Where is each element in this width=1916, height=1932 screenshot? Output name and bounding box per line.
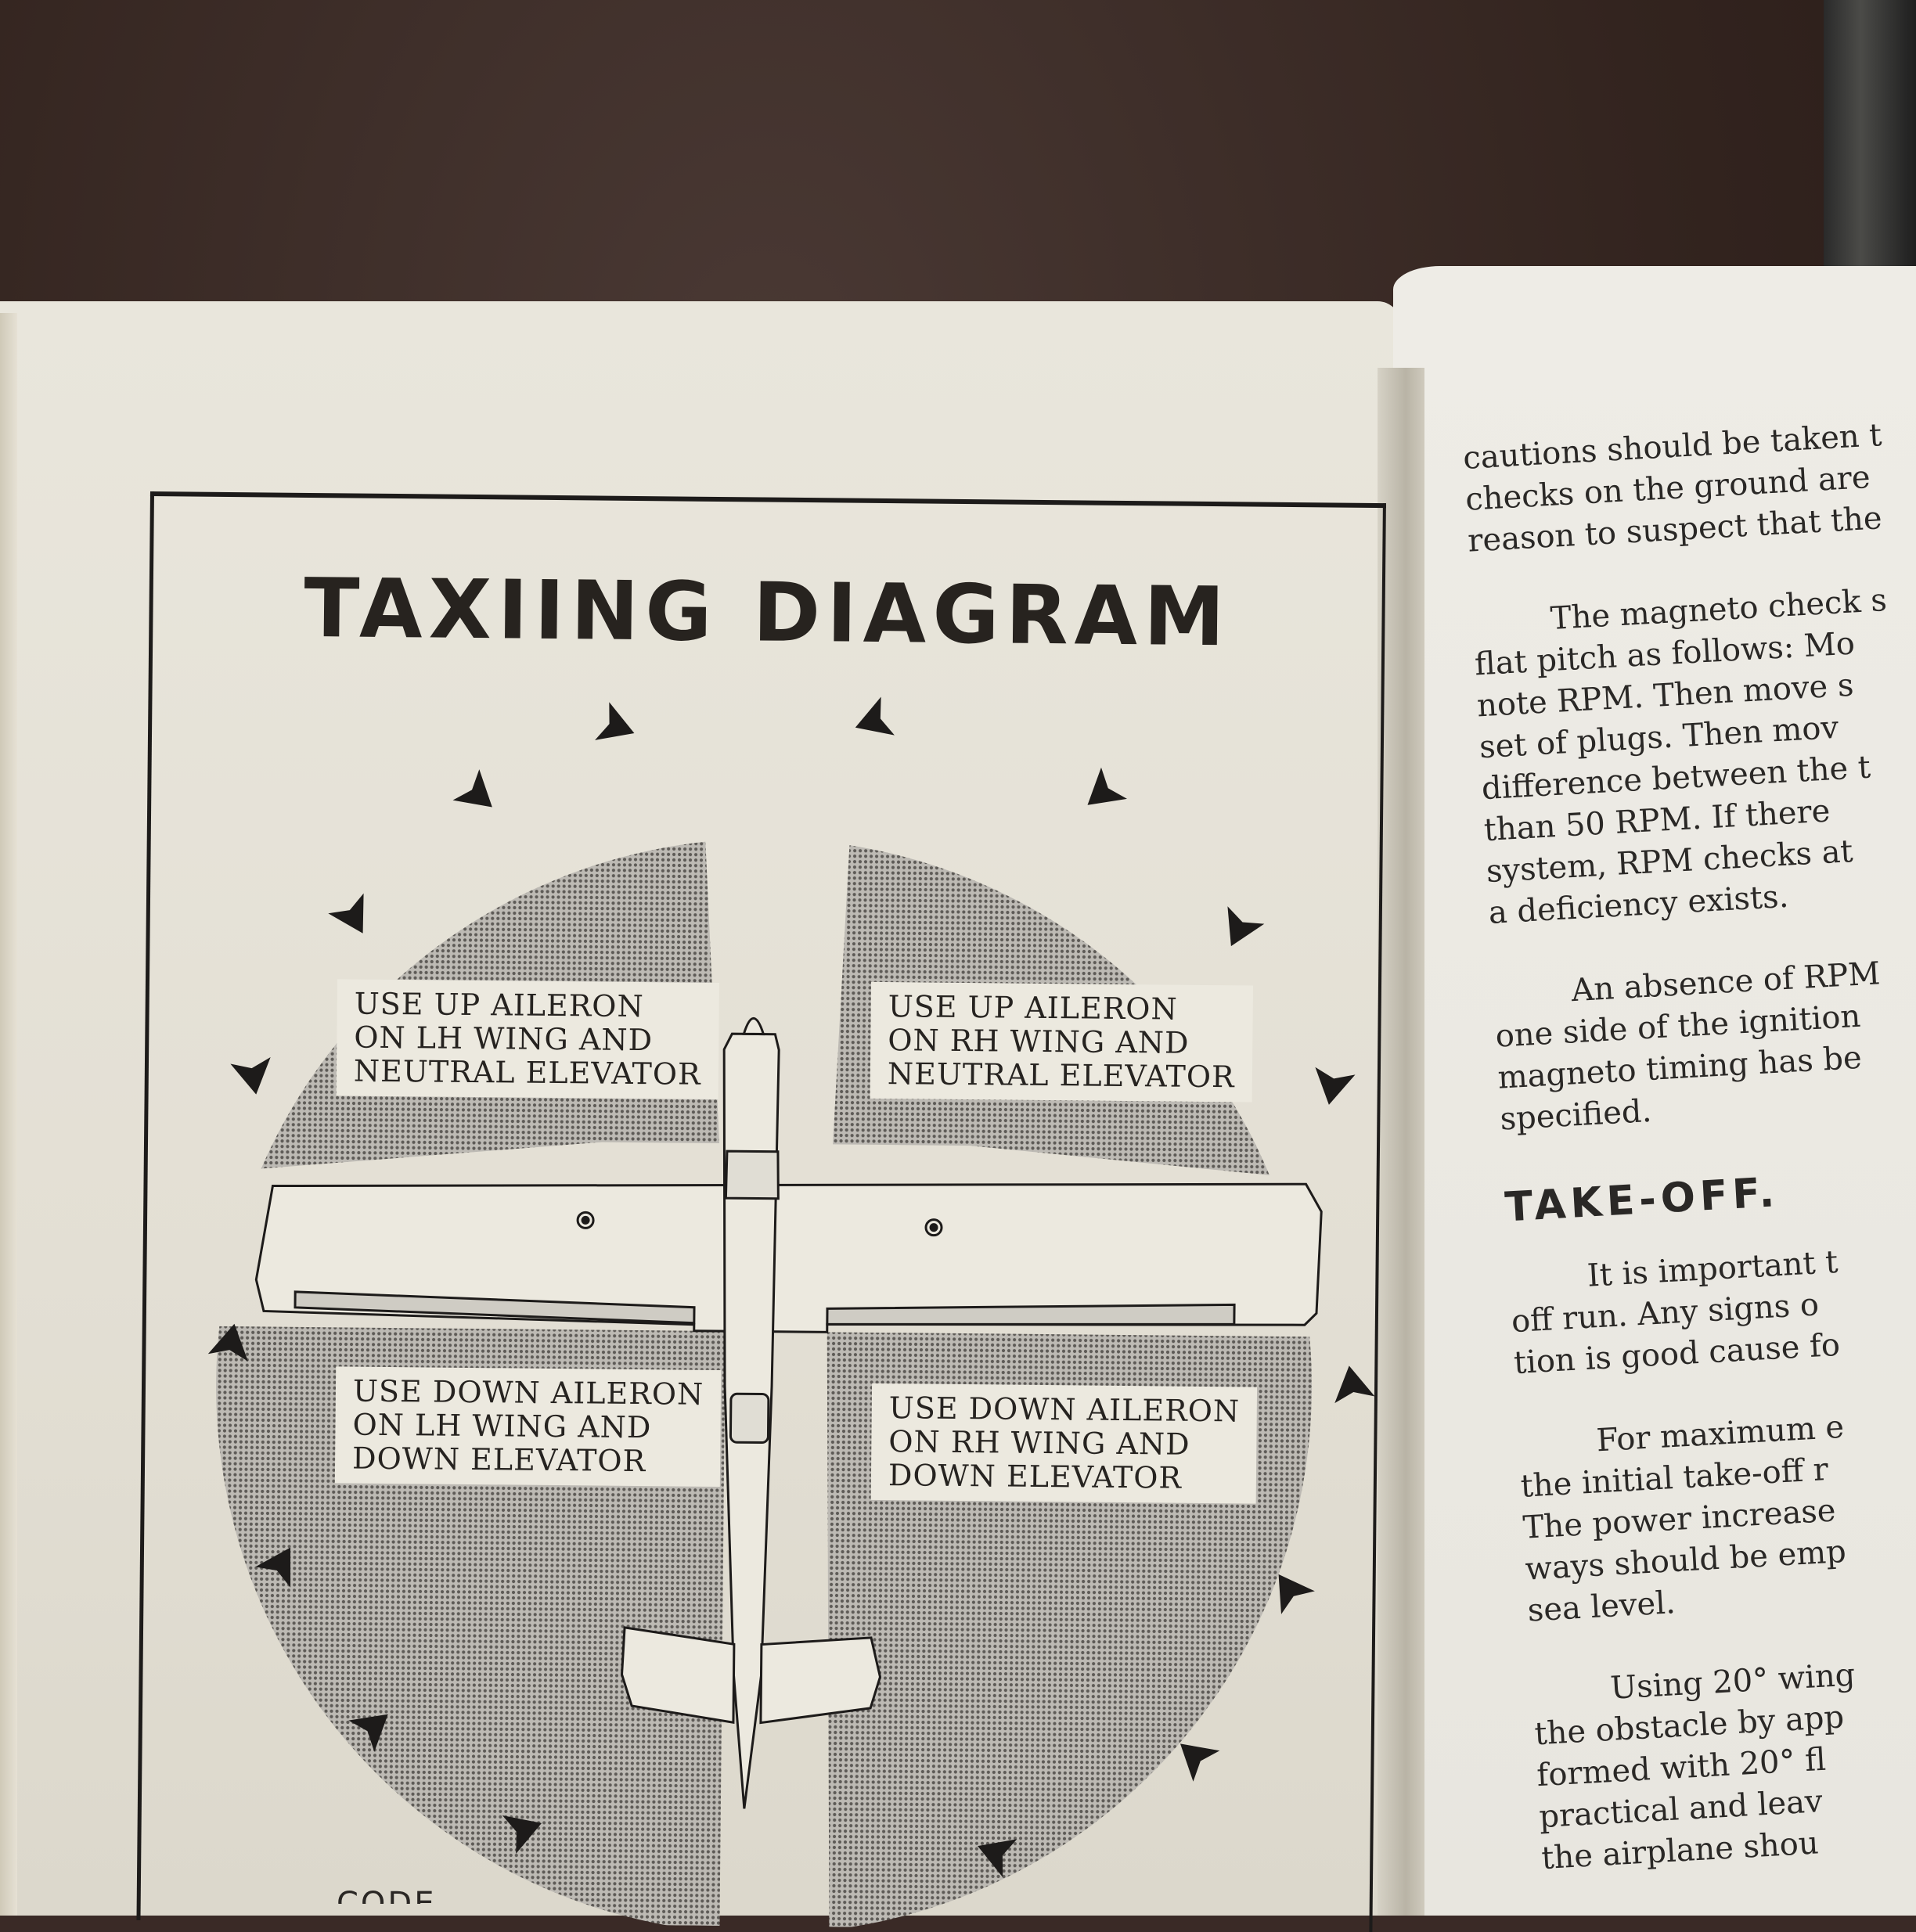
label-line: ON LH WING AND <box>354 1020 654 1058</box>
label-line: NEUTRAL ELEVATOR <box>887 1056 1235 1095</box>
page-stack-edge <box>0 313 17 1916</box>
airplane-emblem <box>730 1394 769 1442</box>
airplane-spinner <box>744 1018 763 1034</box>
diagram-title: TAXIING DIAGRAM <box>303 559 1232 665</box>
label-line: DOWN ELEVATOR <box>888 1458 1183 1495</box>
wind-arrow <box>1309 1067 1355 1109</box>
wind-arrow <box>595 702 641 752</box>
label-lower-right <box>871 1383 1258 1504</box>
quadrant-upper-left <box>148 715 724 1175</box>
paragraph: Using 20° wing the obstacle by app formed with 20° fl practical and leav the airplane shou <box>1533 1657 1857 1877</box>
airplane-cockpit <box>726 1151 779 1199</box>
label-upper-right <box>870 982 1253 1103</box>
wind-arrow <box>230 1057 276 1098</box>
taxiing-diagram-frame <box>136 491 1385 1932</box>
paragraph: An absence of RPM one side of the ignition magneto timing has be specified. <box>1494 955 1882 1138</box>
taxiing-diagram-figure <box>140 496 1382 1932</box>
label-line: NEUTRAL ELEVATOR <box>353 1053 701 1092</box>
label-lower-left <box>335 1366 722 1487</box>
label-line: USE DOWN AILERON <box>352 1373 704 1412</box>
wind-arrow <box>328 894 380 944</box>
paragraph: It is important t off run. Any signs o tion is good cause fo <box>1510 1243 1842 1382</box>
label-line: ON LH WING AND <box>352 1407 652 1445</box>
paragraph: For maximum e the initial take-off r The power increase ways should be emp sea level. <box>1519 1409 1847 1629</box>
label-line: DOWN ELEVATOR <box>351 1441 646 1479</box>
label-line: USE DOWN AILERON <box>888 1391 1241 1429</box>
wind-arrow <box>453 769 506 822</box>
wind-arrow <box>1212 906 1264 955</box>
wind-arrow <box>1075 768 1127 821</box>
label-line: ON RH WING AND <box>888 1424 1190 1462</box>
section-heading: TAKE-OFF. <box>1504 1168 1781 1232</box>
label-upper-left <box>337 979 719 1099</box>
wind-arrow <box>1329 1362 1375 1403</box>
label-line: USE UP AILERON <box>354 986 644 1024</box>
label-line: ON RH WING AND <box>888 1023 1190 1060</box>
paragraph: The magneto check s flat pitch as follows: Mo note RPM. Then move s set of plugs. Then mov difference between the t than 50 RPM. If there system, RPM checks at a deficiency exists. <box>1473 582 1888 932</box>
label-line: USE UP AILERON <box>888 989 1178 1027</box>
paragraph: cautions should be taken t checks on the ground are reason to suspect that the <box>1462 417 1883 559</box>
wind-arrow <box>848 697 895 747</box>
